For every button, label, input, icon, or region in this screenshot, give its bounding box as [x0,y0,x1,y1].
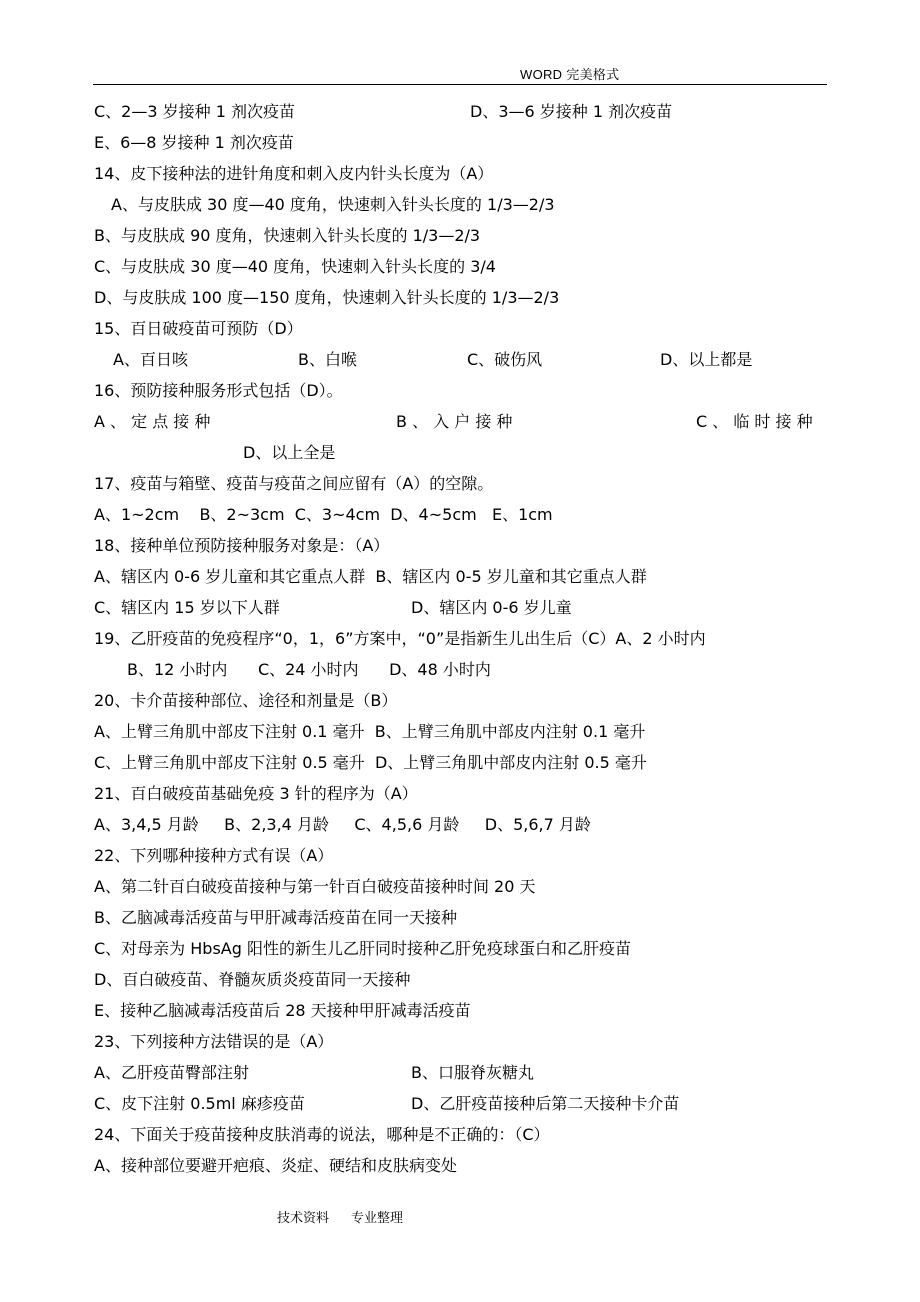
text-line: E、6—8 岁接种 1 剂次疫苗 [94,133,294,152]
text-line: D、百白破疫苗、脊髓灰质炎疫苗同一天接种 [94,970,411,989]
text-line: A 、 定 点 接 种 [94,412,211,431]
text-line: B、12 小时内 C、24 小时内 D、48 小时内 [127,660,491,679]
question-title: 14、皮下接种法的进针角度和刺入皮内针头长度为（A） [94,164,494,183]
question-title: 20、卡介苗接种部位、途径和剂量是（B） [94,691,398,710]
text-line: A、乙肝疫苗臀部注射 [94,1063,249,1082]
question-title: 17、疫苗与箱壁、疫苗与疫苗之间应留有（A）的空隙。 [94,474,494,493]
text-line: B 、 入 户 接 种 [396,412,513,431]
text-line: E、接种乙脑减毒活疫苗后 28 天接种甲肝减毒活疫苗 [94,1001,471,1020]
question-title: 18、接种单位预防接种服务对象是：（A） [94,536,390,555]
text-line: D、以上全是 [243,443,336,462]
text-line: A、1~2cm B、2~3cm C、3~4cm D、4~5cm E、1cm [94,505,553,524]
text-line: D、乙肝疫苗接种后第二天接种卡介苗 [411,1094,680,1113]
text-line: B、与皮肤成 90 度角，快速刺入针头长度的 1/3—2/3 [94,226,481,245]
text-line: C、2—3 岁接种 1 剂次疫苗 [94,102,295,121]
text-line: A、第二针百白破疫苗接种与第一针百白破疫苗接种时间 20 天 [94,877,536,896]
question-title: 22、下列哪种接种方式有误（A） [94,846,334,865]
text-line: B、白喉 [298,350,357,369]
footer-right: 专业整理 [351,1211,404,1226]
footer-left: 技术资料 [277,1211,330,1226]
text-line: C、辖区内 15 岁以下人群 [94,598,280,617]
text-line: D、以上都是 [660,350,753,369]
text-line: C、上臂三角肌中部皮下注射 0.5 毫升 D、上臂三角肌中部皮内注射 0.5 毫升 [94,753,647,772]
text-line: C 、 临 时 接 种 [696,412,813,431]
text-line: D、3—6 岁接种 1 剂次疫苗 [470,102,673,121]
text-line: A、与皮肤成 30 度—40 度角，快速刺入针头长度的 1/3—2/3 [111,195,555,214]
question-title: 24、下面关于疫苗接种皮肤消毒的说法，哪种是不正确的：（C） [94,1125,550,1144]
text-line: C、对母亲为 HbsAg 阳性的新生儿乙肝同时接种乙肝免疫球蛋白和乙肝疫苗 [94,939,631,958]
header-title: WORD 完美格式 [520,67,620,82]
text-line: A、上臂三角肌中部皮下注射 0.1 毫升 B、上臂三角肌中部皮内注射 0.1 毫升 [94,722,646,741]
text-line: A、辖区内 0-6 岁儿童和其它重点人群 B、辖区内 0-5 岁儿童和其它重点人群 [94,567,647,586]
header-divider [93,84,827,85]
text-line: B、口服脊灰糖丸 [411,1063,534,1082]
question-title: 21、百白破疫苗基础免疫 3 针的程序为（A） [94,784,418,803]
text-line: D、辖区内 0-6 岁儿童 [411,598,572,617]
question-title: 15、百日破疫苗可预防（D） [94,319,303,338]
question-title: 16、预防接种服务形式包括（D）。 [94,381,343,400]
page-header [0,0,920,100]
text-line: C、破伤风 [467,350,543,369]
text-line: A、接种部位要避开疤痕、炎症、硬结和皮肤病变处 [94,1156,457,1175]
text-line: B、乙脑减毒活疫苗与甲肝减毒活疫苗在同一天接种 [94,908,457,927]
text-line: C、皮下注射 0.5ml 麻疹疫苗 [94,1094,305,1113]
text-line: C、与皮肤成 30 度—40 度角，快速刺入针头长度的 3/4 [94,257,496,276]
question-title: 19、乙肝疫苗的免疫程序“0，1，6”方案中，“0”是指新生儿出生后（C）A、2 小时内 [94,629,706,648]
question-title: 23、下列接种方法错误的是（A） [94,1032,334,1051]
text-line: D、与皮肤成 100 度—150 度角，快速刺入针头长度的 1/3—2/3 [94,288,560,307]
page-footer [277,1207,425,1226]
text-line: A、百日咳 [113,350,188,369]
text-line: A、3,4,5 月龄 B、2,3,4 月龄 C、4,5,6 月龄 D、5,6,7 月龄 [94,815,591,834]
